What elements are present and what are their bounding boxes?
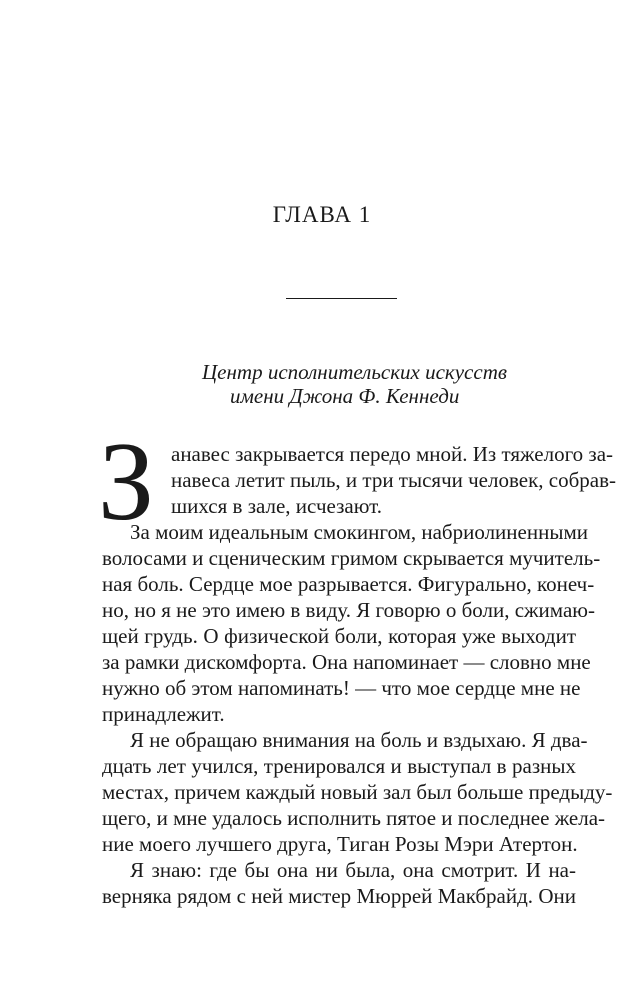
text-line: верняка рядом с ней мистер Мюррей Макбрайд. Они	[102, 884, 576, 908]
text-line: волосами и сценическим гримом скрывается мучитель-	[102, 546, 601, 570]
text-line: за рамки дискомфорта. Она напоминает — словно мне	[102, 650, 591, 674]
chapter-divider	[286, 298, 397, 299]
text-line: ная боль. Сердце мое разрывается. Фигурально, конеч-	[102, 572, 595, 596]
chapter-title: ГЛАВА 1	[272, 202, 372, 227]
drop-cap: З	[98, 420, 155, 544]
text-line: щей грудь. О физической боли, которая уже выходит	[102, 624, 576, 648]
epigraph-line-2: имени Джона Ф. Кеннеди	[230, 384, 460, 408]
text-line: шихся в зале, исчезают.	[171, 494, 382, 518]
text-line: принадлежит.	[102, 702, 225, 726]
text-line: но, но я не это имею в виду. Я говорю о боли, сжимаю-	[102, 598, 595, 622]
text-line: ние моего лучшего друга, Тиган Розы Мэри Атертон.	[102, 832, 578, 856]
text-line: нужно об этом напоминать! — что мое сердце мне не	[102, 676, 581, 700]
epigraph-line-1: Центр исполнительских искусств	[202, 360, 507, 384]
text-line: Я не обращаю внимания на боль и вздыхаю. Я два-	[130, 728, 588, 752]
text-line: За моим идеальным смокингом, набриолиненными	[130, 520, 588, 544]
text-line: местах, причем каждый новый зал был больше предыду-	[102, 780, 613, 804]
text-line: навеса летит пыль, и три тысячи человек, собрав-	[171, 468, 617, 492]
text-line: щего, и мне удалось исполнить пятое и последнее жела-	[102, 806, 606, 830]
text-line: анавес закрывается передо мной. Из тяжелого за-	[171, 442, 614, 466]
text-line: Я знаю: где бы она ни была, она смотрит. И на-	[130, 858, 576, 882]
text-line: дцать лет учился, тренировался и выступал в разных	[102, 754, 576, 778]
